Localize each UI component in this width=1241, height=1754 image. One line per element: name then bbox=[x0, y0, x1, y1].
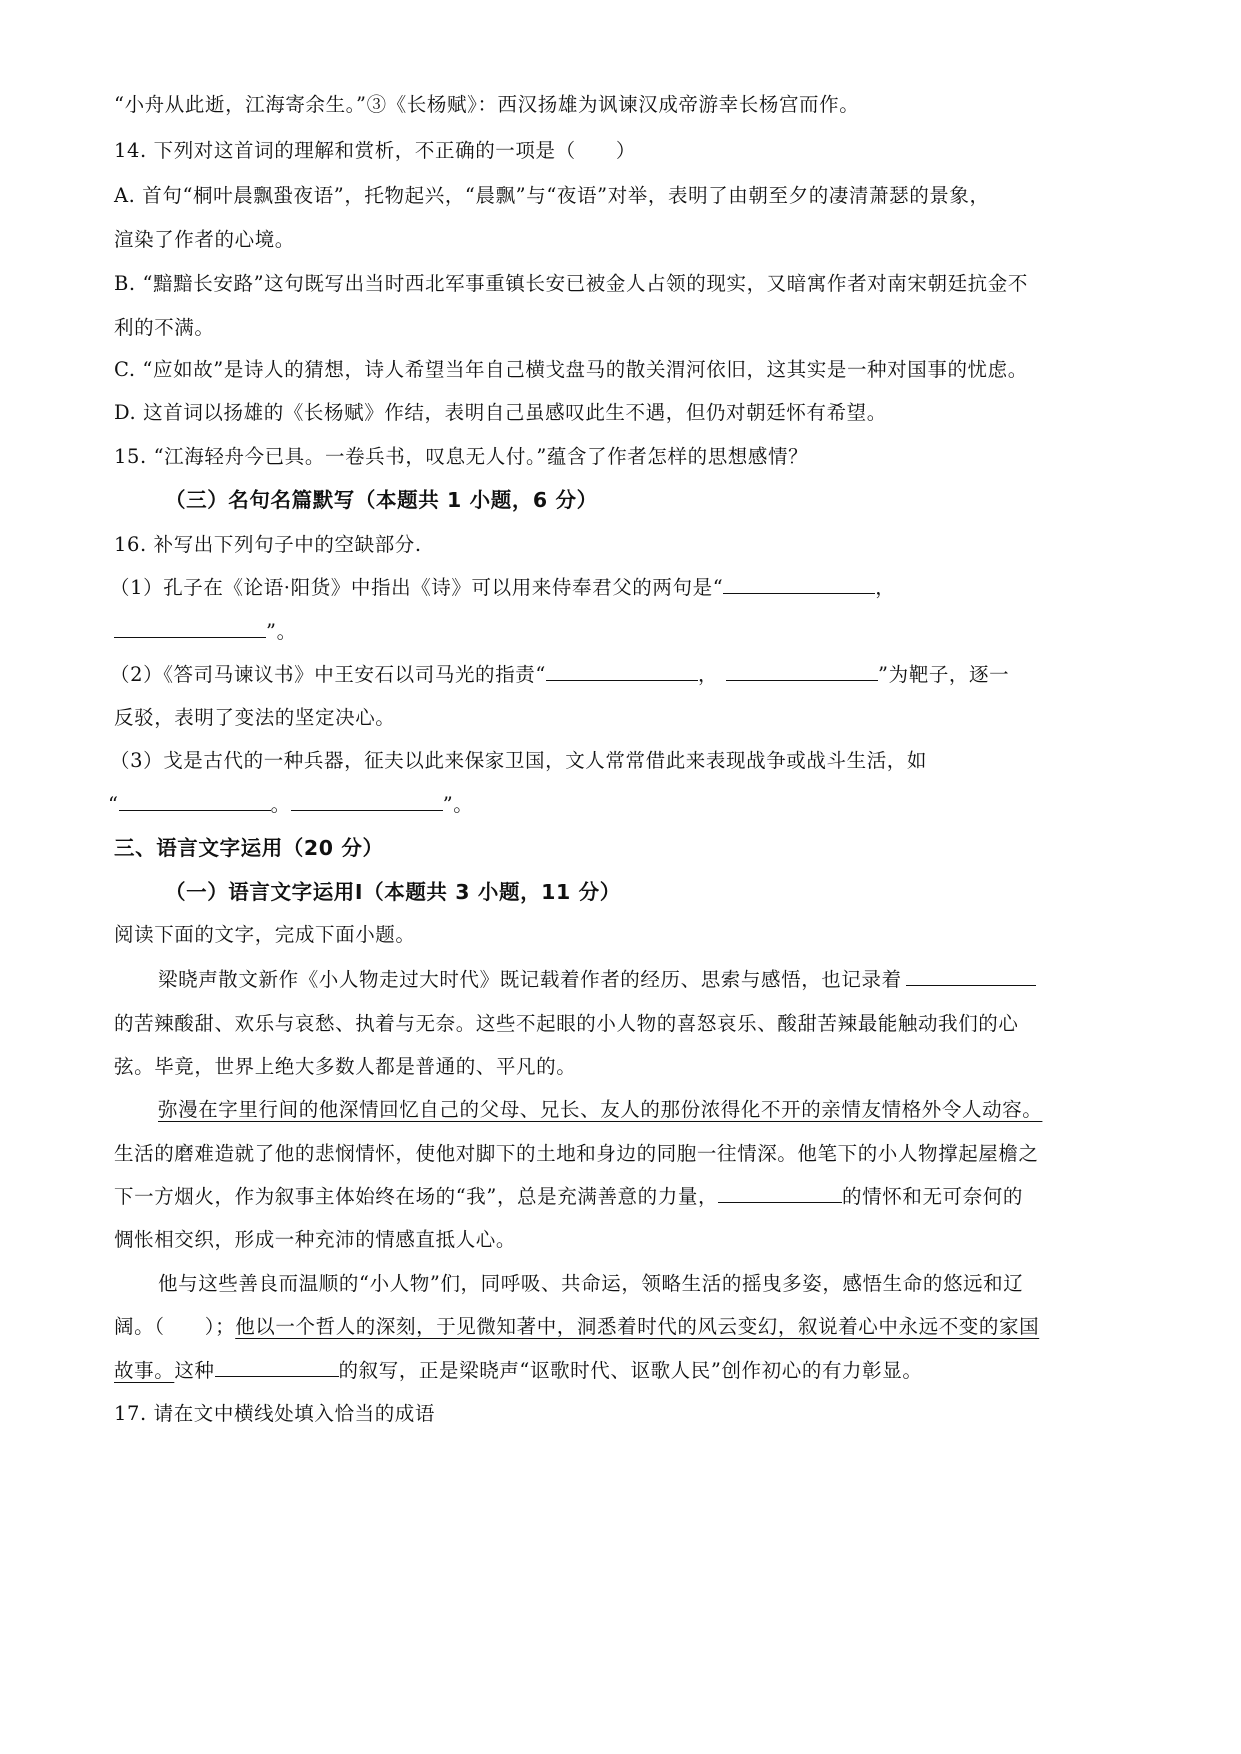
underlined-text: 弥漫在字里行间的他深情回忆自己的父母、兄长、友人的那份浓得化不开的亲情友情格外令人动容。 bbox=[158, 1098, 1043, 1121]
underlined-text: 他以一个哲人的深刻，于见微知著中，洞悉着时代的风云变幻，叙说着心中永远不变的家国 bbox=[235, 1315, 1040, 1338]
question-16: 16. 补写出下列句子中的空缺部分. bbox=[114, 533, 422, 556]
answer-blank[interactable] bbox=[114, 617, 266, 638]
bracket-blank[interactable]: 阔。（ ）； bbox=[114, 1315, 236, 1338]
fill-item-3: （3）戈是古代的一种兵器，征夫以此来保家卫国，文人常常借此来表现战争或战斗生活，如 bbox=[110, 749, 928, 772]
passage-line: 的苦辣酸甜、欢乐与哀愁、执着与无奈。这些不起眼的小人物的喜怒哀乐、酸甜苦辣最能触动我们的心 bbox=[114, 1012, 1019, 1035]
passage-line bbox=[114, 1312, 1039, 1342]
fill-item-3-end: ”。 bbox=[442, 793, 474, 816]
passage-line bbox=[158, 965, 1036, 995]
option-a-line2: 渲染了作者的心境。 bbox=[114, 228, 295, 251]
fill-item-2-text: （2）《答司马谏议书》中王安石以司马光的指责“ bbox=[110, 663, 546, 686]
fill-item-1-sep: ， bbox=[875, 576, 896, 599]
idiom-blank-3[interactable] bbox=[215, 1356, 339, 1377]
idiom-blank-1[interactable] bbox=[906, 965, 1036, 986]
fill-item-3-open: “ bbox=[108, 793, 119, 816]
answer-blank[interactable] bbox=[726, 660, 878, 681]
question-15: 15. “江海轻舟今已具。一卷兵书，叹息无人付。”蕴含了作者怎样的思想感情？ bbox=[114, 445, 809, 468]
idiom-blank-2[interactable] bbox=[718, 1182, 842, 1203]
fill-item-3-blanks bbox=[108, 790, 473, 820]
subsection-heading-language-1: （一）语言文字运用Ⅰ（本题共 3 小题，11 分） bbox=[165, 880, 621, 904]
answer-blank[interactable] bbox=[119, 790, 271, 811]
option-c: C. “应如故”是诗人的猜想，诗人希望当年自己横戈盘马的散关渭河依旧，这其实是一种对国事的忧虑。 bbox=[114, 358, 1028, 381]
option-a-line1: A. 首句“桐叶晨飘蛩夜语”，托物起兴，“晨飘”与“夜语”对举，表明了由朝至夕的凄清萧瑟的景象， bbox=[114, 184, 990, 207]
passage-line: 惆怅相交织，形成一种充沛的情感直抵人心。 bbox=[114, 1228, 517, 1251]
option-b-line2: 利的不满。 bbox=[114, 316, 215, 339]
fill-item-2-sep: ， bbox=[697, 663, 719, 686]
fill-item-2-cont: 反驳，表明了变法的坚定决心。 bbox=[114, 706, 396, 729]
fill-item-1-end: ”。 bbox=[266, 620, 297, 643]
passage-line bbox=[114, 1356, 922, 1386]
answer-blank[interactable] bbox=[723, 573, 875, 594]
passage-line: 他与这些善良而温顺的“小人物”们，同呼吸、共命运，领略生活的摇曳多姿，感悟生命的悠远和辽 bbox=[158, 1272, 1024, 1295]
fill-item-1-cont bbox=[114, 617, 297, 647]
fill-item-1-text: （1）孔子在《论语·阳货》中指出《诗》可以用来侍奉君父的两句是“ bbox=[110, 576, 724, 599]
reading-instruction: 阅读下面的文字，完成下面小题。 bbox=[114, 923, 416, 946]
option-d: D. 这首词以扬雄的《长杨赋》作结，表明自己虽感叹此生不遇，但仍对朝廷怀有希望。 bbox=[114, 401, 887, 424]
underlined-text: 故事。 bbox=[114, 1359, 175, 1382]
answer-blank[interactable] bbox=[546, 660, 698, 681]
fill-item-1 bbox=[110, 573, 895, 603]
answer-blank[interactable] bbox=[291, 790, 443, 811]
passage-line: 弦。毕竟，世界上绝大多数人都是普通的、平凡的。 bbox=[114, 1055, 577, 1078]
section-heading-language: 三、语言文字运用（20 分） bbox=[114, 836, 384, 860]
underlined-sentence bbox=[158, 1095, 1042, 1125]
option-b-line1: B. “黯黯长安路”这句既写出当时西北军事重镇长安已被金人占领的现实，又暗寓作者对南宋朝廷抗金不 bbox=[114, 272, 1028, 295]
passage-text: 下一方烟火，作为叙事主体始终在场的“我”，总是充满善意的力量， bbox=[114, 1185, 719, 1208]
fill-item-2-end: ”为靶子，逐一 bbox=[878, 663, 1010, 686]
passage-line: 生活的磨难造就了他的悲悯情怀，使他对脚下的土地和身边的同胞一往情深。他笔下的小人物撑起屋檐之 bbox=[114, 1142, 1039, 1165]
fill-item-2 bbox=[110, 660, 1009, 690]
question-17: 17. 请在文中横线处填入恰当的成语 bbox=[114, 1402, 436, 1425]
question-14: 14. 下列对这首词的理解和赏析，不正确的一项是（ ） bbox=[114, 139, 637, 162]
passage-text: 的叙写，正是梁晓声“讴歌时代、讴歌人民”创作初心的有力彰显。 bbox=[338, 1359, 923, 1382]
passage-text: 这种 bbox=[174, 1359, 215, 1382]
section-heading-recitation: （三）名句名篇默写（本题共 1 小题，6 分） bbox=[165, 488, 598, 512]
passage-text: 梁晓声散文新作《小人物走过大时代》既记载着作者的经历、思索与感悟，也记录着 bbox=[158, 968, 902, 991]
passage-line bbox=[114, 1182, 1023, 1212]
passage-text: 的情怀和无可奈何的 bbox=[842, 1185, 1023, 1208]
fill-item-3-sep: 。 bbox=[270, 793, 291, 816]
note-line: “小舟从此逝，江海寄余生。”③《长杨赋》：西汉扬雄为讽谏汉成帝游幸长杨宫而作。 bbox=[114, 93, 860, 116]
